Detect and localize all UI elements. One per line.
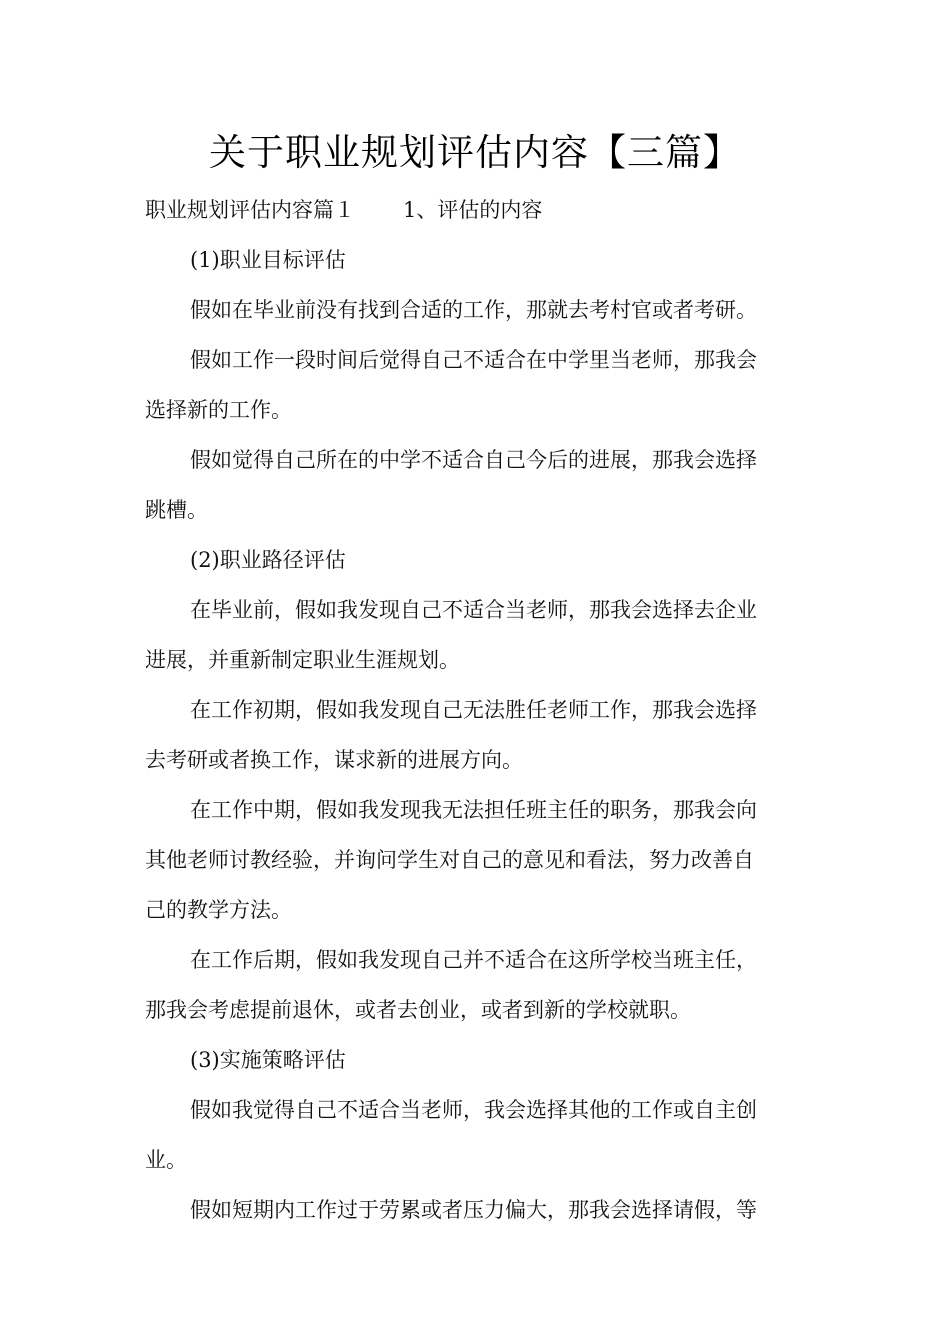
text-line: (2)职业路径评估	[190, 548, 346, 572]
text-line: 那我会考虑提前退休，或者去创业，或者到新的学校就职。	[145, 998, 691, 1022]
text-line: 其他老师讨教经验，并询问学生对自己的意见和看法，努力改善自	[145, 848, 754, 872]
text-line: 在工作中期，假如我发现我无法担任班主任的职务，那我会向	[190, 798, 757, 822]
section-heading: 1、评估的内容	[403, 198, 543, 222]
text-line: 假如我觉得自己不适合当老师，我会选择其他的工作或自主创	[190, 1098, 757, 1122]
text-line: 在工作后期，假如我发现自己并不适合在这所学校当班主任，	[190, 948, 757, 972]
text-line: (3)实施策略评估	[190, 1048, 346, 1072]
text-line: 去考研或者换工作，谋求新的进展方向。	[145, 748, 523, 772]
text-line: 业。	[145, 1148, 187, 1172]
text-line: 在工作初期，假如我发现自己无法胜任老师工作，那我会选择	[190, 698, 757, 722]
text-line: 假如在毕业前没有找到合适的工作，那就去考村官或者考研。	[190, 298, 757, 322]
text-line: 选择新的工作。	[145, 398, 292, 422]
section-label: 职业规划评估内容篇１	[145, 198, 355, 222]
text-line: 假如短期内工作过于劳累或者压力偏大，那我会选择请假，等	[190, 1198, 757, 1222]
text-line: 跳槽。	[145, 498, 208, 522]
text-line: 己的教学方法。	[145, 898, 292, 922]
document-title: 关于职业规划评估内容【三篇】	[209, 131, 741, 174]
text-line: 进展，并重新制定职业生涯规划。	[145, 648, 460, 672]
text-line: 假如觉得自己所在的中学不适合自己今后的进展，那我会选择	[190, 448, 757, 472]
text-line: 假如工作一段时间后觉得自己不适合在中学里当老师，那我会	[190, 348, 757, 372]
document-body	[145, 185, 807, 1235]
text-line: 在毕业前，假如我发现自己不适合当老师，那我会选择去企业	[190, 598, 757, 622]
intro-line	[145, 185, 807, 235]
text-line: (1)职业目标评估	[190, 248, 346, 272]
paragraph-lines	[145, 235, 807, 1235]
